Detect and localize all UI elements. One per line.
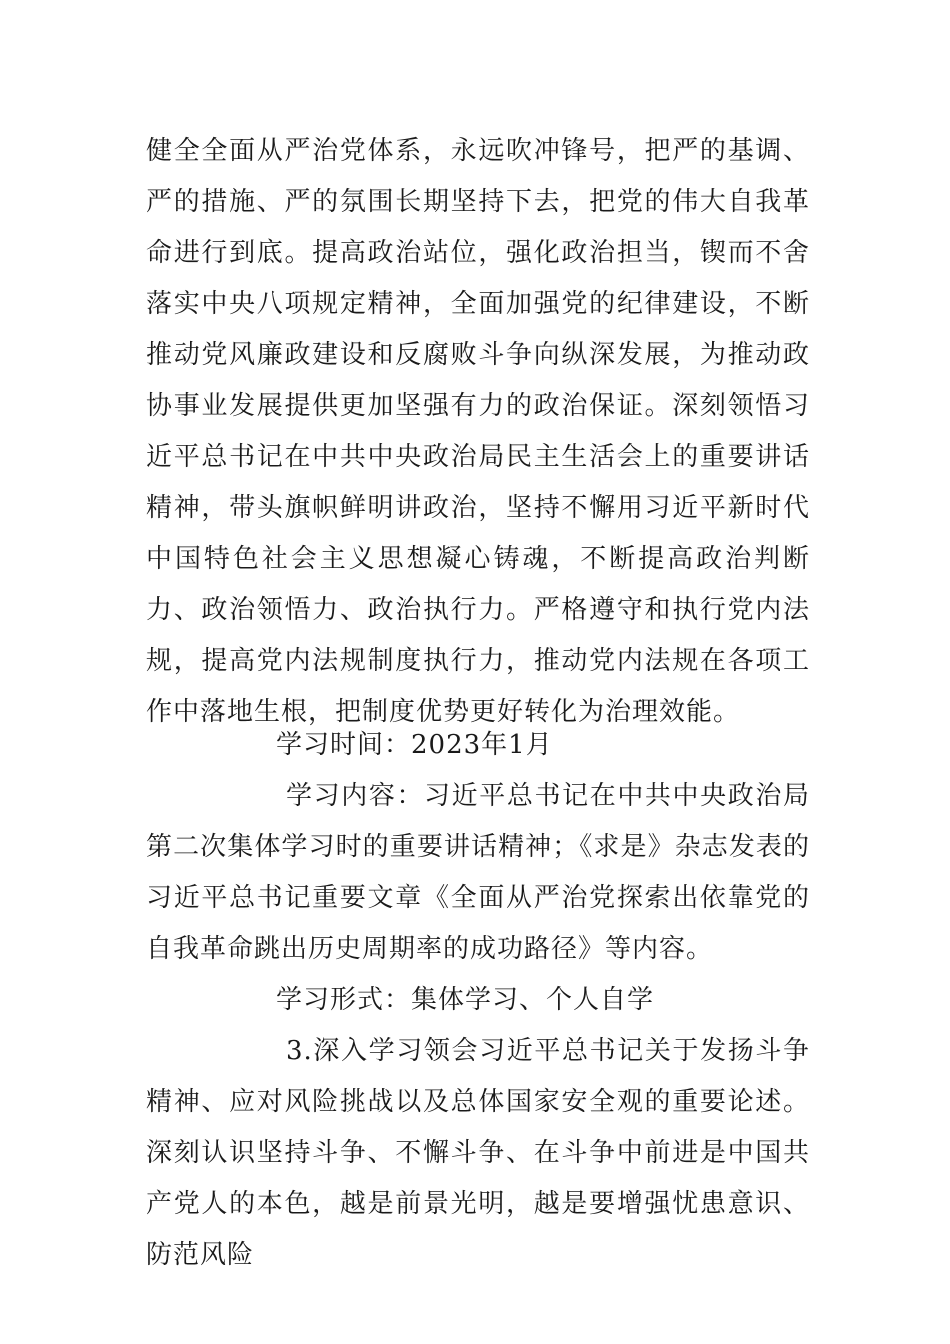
study-form-line <box>146 975 810 1026</box>
study-content-paragraph <box>146 771 810 975</box>
study-content-text: 学习内容：习近平总书记在中共中央政治局第二次集体学习时的重要讲话精神；《求是》杂志发表的习近平总书记重要文章《全面从严治党探索出依靠党的自我革命跳出历史周期率的成功路径》等内容。 <box>146 781 810 964</box>
paragraph-text: 健全全面从严治党体系，永远吹冲锋号，把严的基调、严的措施、严的氛围长期坚持下去，把党的伟大自我革命进行到底。提高政治站位，强化政治担当，锲而不舍落实中央八项规定精神，全面加强党的纪律建设，不断推动党风廉政建设和反腐败斗争向纵深发展，为推动政协事业发展提供更加坚强有力的政治保证。深刻领悟习近平总书记在中共中央政治局民主生活会上的重要讲话精神，带头旗帜鲜明讲政治，坚持不懈用习近平新时代中国特色社会主义思想凝心铸魂，不断提高政治判断力、政治领悟力、政治执行力。严格遵守和执行党内法规，提高党内法规制度执行力，推动党内法规在各项工作中落地生根，把制度优势更好转化为治理效能。 <box>146 136 810 727</box>
section-3-text: 3.深入学习领会习近平总书记关于发扬斗争精神、应对风险挑战以及总体国家安全观的重要论述。深刻认识坚持斗争、不懈斗争、在斗争中前进是中国共产党人的本色，越是前景光明，越是要增强忧患意识、防范风险 <box>146 1036 810 1270</box>
study-time-line <box>146 720 810 771</box>
body-paragraph <box>146 126 810 738</box>
section-3-paragraph <box>146 1026 810 1281</box>
study-time-text: 学习时间：2023年1月 <box>276 730 553 760</box>
study-form-text: 学习形式：集体学习、个人自学 <box>276 985 655 1015</box>
